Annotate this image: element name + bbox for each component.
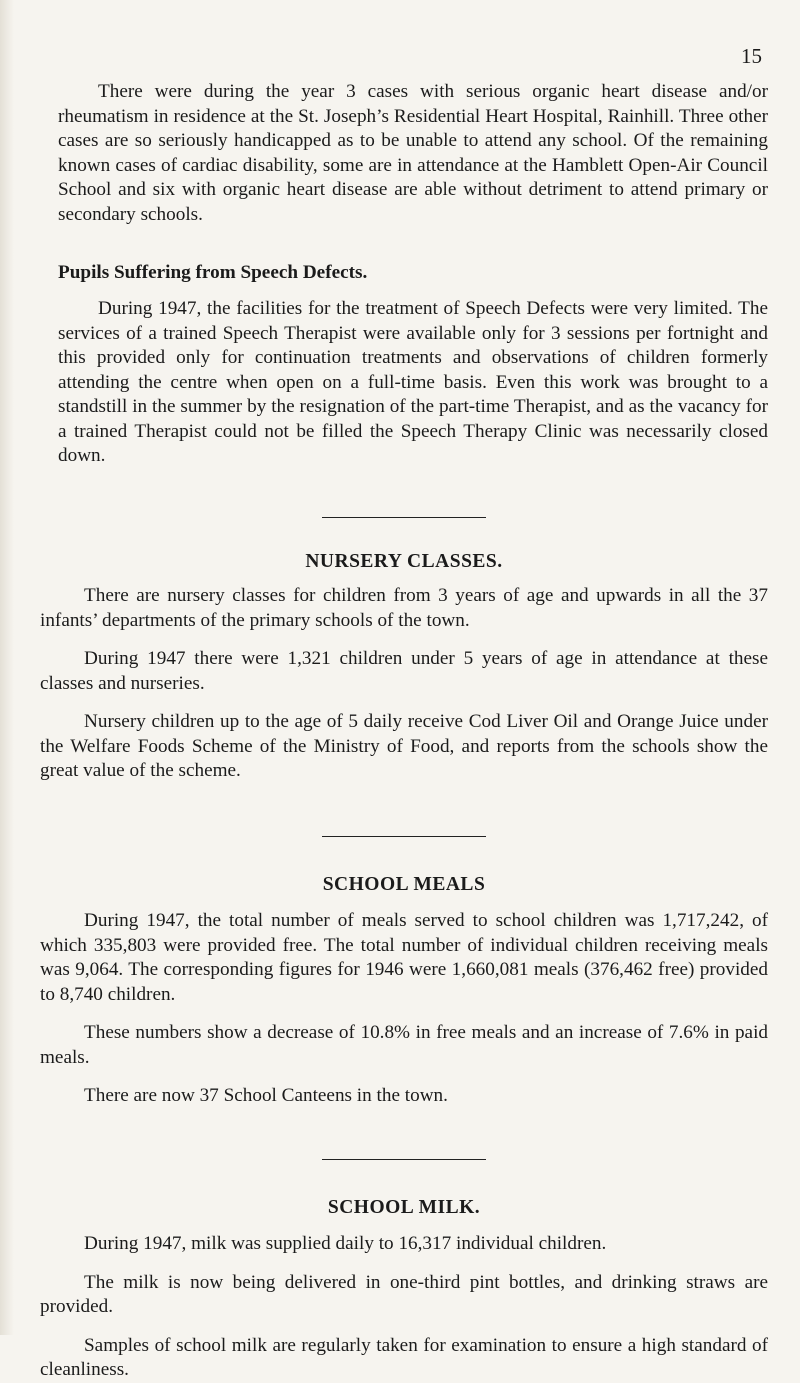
milk-paragraph: The milk is now being delivered in one-third pint bottles, and drinking straws are provided. <box>40 1271 768 1317</box>
school-meals-heading: SCHOOL MEALS <box>322 874 486 895</box>
page-binding-edge <box>0 0 14 1335</box>
meals-paragraph: These numbers show a decrease of 10.8% in free meals and an increase of 7.6% in paid meals. <box>40 1022 768 1068</box>
page-number: 15 <box>741 44 762 68</box>
document-body <box>40 80 768 1383</box>
meals-paragraph: There are now 37 School Canteens in the town. <box>84 1085 448 1106</box>
school-milk-heading: SCHOOL MILK. <box>327 1197 481 1218</box>
nursery-paragraph: There are nursery classes for children from 3 years of age and upwards in all the 37 infants’ departments of the primary schools of the town. <box>40 585 768 631</box>
heart-disease-section <box>40 80 768 469</box>
heart-disease-paragraph: There were during the year 3 cases with serious organic heart disease and/or rheumatism in residence at the St. Joseph’s Residential Heart Hospital, Rainhill. Three other cases are so seriously handicapped as to be unable to attend any school. Of the remaining known cases of cardiac disability, some are in attendance at the Hamblett Open-Air Council School and six with organic heart disease are able without detriment to attend primary or secondary schools. <box>58 81 768 225</box>
milk-paragraph: During 1947, milk was supplied daily to 16,317 individual children. <box>84 1233 607 1254</box>
speech-defects-heading: Pupils Suffering from Speech Defects. <box>58 262 368 283</box>
nursery-paragraph: Nursery children up to the age of 5 daily receive Cod Liver Oil and Orange Juice under the Welfare Foods Scheme of the Ministry of Food, and reports from the schools show the great value of the scheme. <box>40 711 768 781</box>
speech-defects-paragraph: During 1947, the facilities for the treatment of Speech Defects were very limited. The services of a trained Speech Therapist were available only for 3 sessions per fortnight and this provided only for continuation treatments and observations of children formerly attending the centre when open on a full-time basis. Even this work was brought to a standstill in the summer by the resignation of the part-time Therapist, and as the vacancy for a trained Therapist could not be filled the Speech Therapy Clinic was necessarily closed down. <box>58 298 768 466</box>
milk-paragraph: Samples of school milk are regularly taken for examination to ensure a high standard of cleanliness. <box>40 1334 768 1380</box>
meals-paragraph: During 1947, the total number of meals served to school children was 1,717,242, of which 335,803 were provided free. The total number of individual children receiving meals was 9,064. The corresponding figures for 1946 were 1,660,081 meals (376,462 free) provided to 8,740 children. <box>40 910 768 1005</box>
nursery-paragraph: During 1947 there were 1,321 children under 5 years of age in attendance at these classes and nurseries. <box>40 648 768 694</box>
nursery-classes-heading: NURSERY CLASSES. <box>305 551 503 572</box>
